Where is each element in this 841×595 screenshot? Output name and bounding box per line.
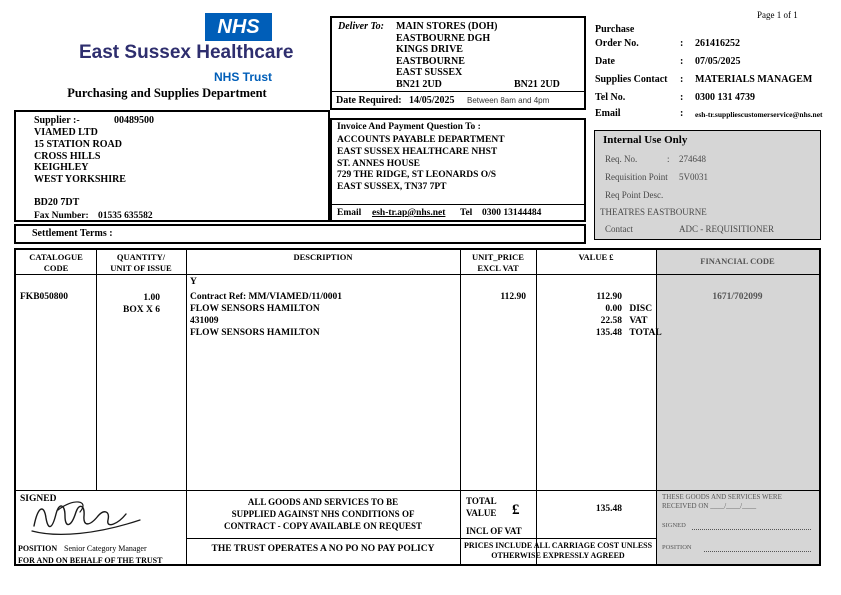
order-colon: :	[680, 38, 684, 49]
order-label: Order No.	[595, 38, 639, 49]
policy-divider	[186, 538, 656, 539]
invoice-tel-label: Tel	[460, 208, 473, 218]
invoice-box	[330, 118, 586, 222]
fax-label: Fax Number:	[34, 211, 89, 221]
order-label: Supplies Contact	[595, 74, 668, 85]
value-row	[536, 315, 662, 327]
order-value: 261416252	[695, 38, 740, 49]
position-value: Senior Category Manager	[64, 544, 147, 553]
received-signed-line	[692, 529, 811, 530]
carriage-line: PRICES INCLUDE ALL CARRIAGE COST UNLESS	[463, 541, 653, 550]
deliver-address-line: EAST SUSSEX	[396, 67, 463, 79]
received-signed-label: SIGNED	[662, 522, 686, 529]
value-label: VAT	[629, 316, 648, 326]
nhs-logo: NHS	[205, 13, 272, 41]
value-row	[536, 327, 662, 339]
internal-use-title: Internal Use Only	[603, 134, 688, 146]
deliver-to-label: Deliver To:	[338, 21, 385, 32]
order-value: 0300 131 4739	[695, 92, 755, 103]
invoice-contact-row	[332, 204, 584, 220]
date-required-label: Date Required:	[336, 95, 402, 106]
header-cell-financial	[656, 256, 819, 266]
supplier-address-line: WEST YORKSHIRE	[34, 174, 126, 186]
value-label: TOTAL	[629, 328, 662, 338]
order-colon: :	[680, 108, 684, 119]
value-cell	[536, 291, 662, 339]
carriage-line: OTHERWISE EXPRESSLY AGREED	[491, 551, 625, 560]
conditions-line: CONTRACT - COPY AVAILABLE ON REQUEST	[224, 521, 422, 531]
conditions-text	[186, 496, 460, 532]
total-value: 135.48	[595, 504, 622, 514]
order-label: Date	[595, 56, 615, 67]
signature-scribble	[28, 496, 168, 538]
header-cell-description	[186, 252, 460, 263]
header-label: CATALOGUE	[29, 252, 83, 262]
supplier-account-no: 00489500	[114, 115, 154, 126]
column-divider	[96, 250, 97, 490]
currency-symbol: £	[512, 502, 520, 518]
fax-number: 01535 635582	[98, 211, 153, 221]
department-title: Purchasing and Supplies Department	[67, 86, 267, 100]
invoice-address-line: ACCOUNTS PAYABLE DEPARTMENT	[337, 135, 505, 145]
order-table	[14, 248, 821, 566]
header-cell-value	[536, 252, 656, 263]
supplier-box	[14, 110, 330, 222]
policy-text: THE TRUST OPERATES A NO PO NO PAY POLICY	[211, 544, 435, 554]
financial-code-value: 1671/702099	[712, 292, 763, 302]
invoice-address-line: EAST SUSSEX HEALTHCARE NHST	[337, 146, 498, 157]
settlement-terms-label: Settlement Terms :	[32, 228, 113, 239]
header-label: VALUE £	[578, 252, 614, 262]
received-line: THESE GOODS AND SERVICES WERE	[662, 493, 782, 501]
order-colon: :	[680, 74, 684, 85]
invoice-email-label: Email	[337, 208, 362, 218]
quantity-cell	[100, 292, 160, 316]
supplier-postcode: BD20 7DT	[34, 197, 80, 208]
settlement-terms-bar	[14, 224, 586, 244]
conditions-line: SUPPLIED AGAINST NHS CONDITIONS OF	[231, 509, 415, 519]
invoice-address-line: ST. ANNES HOUSE	[337, 158, 420, 169]
description-line: FLOW SENSORS HAMILTON	[190, 328, 320, 338]
internal-use-box	[594, 130, 821, 240]
header-label: DESCRIPTION	[293, 252, 353, 262]
description-line: 431009	[190, 316, 219, 326]
quantity-value: 1.00	[143, 293, 160, 303]
received-position-label: POSITION	[662, 544, 692, 551]
value-row	[536, 303, 662, 315]
req-no-value: 274648	[679, 154, 706, 164]
catalogue-code-value: FKB050800	[20, 292, 69, 302]
description-line: FLOW SENSORS HAMILTON	[190, 304, 320, 314]
order-label: Email	[595, 108, 621, 119]
header-divider	[16, 274, 819, 275]
supplier-label: Supplier :-	[34, 115, 80, 126]
deliver-address-line: BN21 2UD	[396, 79, 442, 90]
conditions-line: ALL GOODS AND SERVICES TO BE	[247, 497, 399, 507]
invoice-address-line: EAST SUSSEX, TN37 7PT	[337, 182, 447, 193]
description-line: Contract Ref: MM/VIAMED/11/0001	[190, 292, 342, 302]
deliver-address-line: EASTBOURNE	[396, 55, 465, 67]
header-label: UNIT_PRICE	[472, 252, 524, 262]
value-amount: 112.90	[596, 292, 622, 302]
req-point-desc-label: Req Point Desc.	[605, 190, 664, 200]
deliver-to-box	[330, 16, 586, 110]
req-point-desc-value: THEATRES EASTBOURNE	[600, 207, 707, 217]
order-value: 07/05/2025	[695, 56, 741, 67]
header-label: QUANTITY/	[116, 252, 166, 262]
deliver-address-line: KINGS DRIVE	[396, 44, 463, 56]
supplier-address-line: 15 STATION ROAD	[34, 138, 122, 150]
value-amount: 22.58	[600, 316, 622, 326]
description-flag: Y	[190, 277, 197, 287]
delivery-window: Between 8am and 4pm	[467, 96, 550, 105]
position-label: POSITION	[18, 544, 58, 553]
supplier-address-line: VIAMED LTD	[34, 127, 98, 138]
unit-of-issue-value: BOX X 6	[123, 305, 160, 315]
footer-divider	[16, 490, 819, 491]
date-required-value: 14/05/2025	[409, 95, 455, 106]
header-cell-catalogue	[16, 252, 96, 273]
total-label-line: TOTAL	[466, 496, 497, 506]
value-row	[536, 291, 662, 303]
total-label-line: INCL OF VAT	[466, 526, 522, 536]
order-label: Tel No.	[595, 92, 626, 103]
deliver-address-line: EASTBOURNE DGH	[396, 32, 491, 44]
order-label: Purchase	[595, 24, 635, 35]
deliver-postcode-right: BN21 2UD	[514, 79, 560, 90]
invoice-tel: 0300 13144484	[482, 208, 542, 218]
header-cell-unit-price	[460, 252, 536, 273]
invoice-title: Invoice And Payment Question To :	[337, 122, 481, 132]
req-no-label: Req. No.	[605, 154, 638, 164]
requisition-point-value: 5V0031	[679, 172, 708, 182]
received-line: RECEIVED ON ____/____/____	[662, 502, 757, 510]
invoice-email: esh-tr.ap@nhs.net	[372, 208, 446, 218]
header-label: UNIT OF ISSUE	[110, 262, 172, 273]
total-label-line: VALUE	[466, 508, 497, 518]
date-required-row	[332, 91, 584, 110]
deliver-address-line: MAIN STORES (DOH)	[396, 21, 498, 32]
page-number: Page 1 of 1	[757, 10, 798, 20]
order-value: esh-tr.suppliescustomerservice@nhs.net	[695, 110, 823, 119]
header-label: FINANCIAL CODE	[700, 256, 775, 266]
supplier-address-line: KEIGHLEY	[34, 162, 89, 174]
invoice-address-line: 729 THE RIDGE, ST LEONARDS O/S	[337, 170, 497, 181]
header-cell-quantity	[96, 252, 186, 273]
order-colon: :	[680, 56, 684, 67]
contact-label: Contact	[605, 224, 633, 234]
received-position-line	[704, 551, 811, 552]
signed-label: SIGNED	[20, 494, 57, 504]
description-cell	[190, 291, 342, 339]
unit-price-value: 112.90	[500, 292, 526, 302]
req-no-colon: :	[667, 154, 670, 164]
header-label: EXCL VAT	[477, 262, 519, 273]
order-info	[595, 22, 821, 122]
header-label: CODE	[43, 262, 69, 273]
org-name: East Sussex Healthcare	[79, 42, 294, 63]
value-amount: 0.00	[605, 304, 622, 314]
value-label: DISC	[629, 304, 653, 314]
value-amount: 135.48	[595, 328, 622, 338]
contact-value: ADC - REQUISITIONER	[679, 224, 774, 234]
supplier-address-line: CROSS HILLS	[34, 150, 101, 162]
org-subtitle: NHS Trust	[213, 70, 272, 84]
order-colon: :	[680, 92, 684, 103]
order-value: MATERIALS MANAGEM	[695, 74, 813, 85]
requisition-point-label: Requisition Point	[605, 172, 668, 182]
on-behalf-label: FOR AND ON BEHALF OF THE TRUST	[18, 556, 163, 565]
